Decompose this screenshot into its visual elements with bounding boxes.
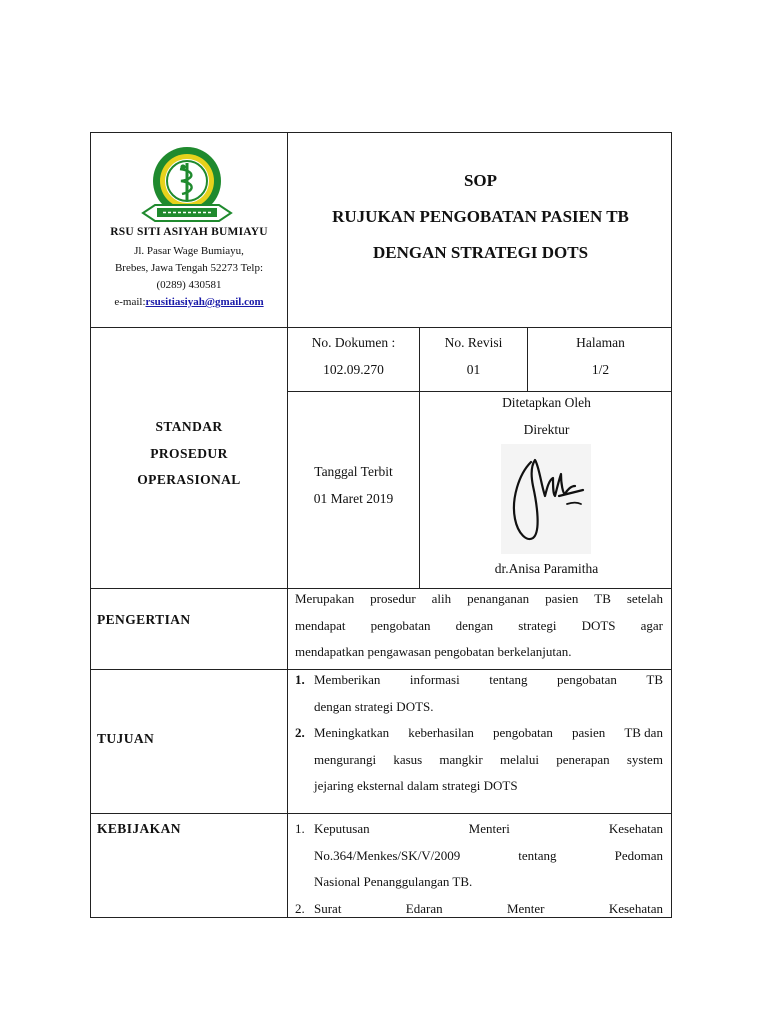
word: DOTS	[581, 617, 616, 633]
handwritten-signature-icon	[501, 444, 591, 554]
word: Menter	[506, 900, 545, 916]
word: Edaran	[405, 900, 443, 916]
word: agar	[640, 617, 663, 633]
page-label: Halaman	[576, 335, 625, 350]
word: tentang	[489, 672, 528, 687]
title-line-3: DENGAN STRATEGI DOTS	[372, 243, 589, 262]
issue-date-value: 01 Maret 2019	[313, 491, 394, 506]
email-link[interactable]: rsusitiasiyah@gmail.com	[145, 296, 264, 308]
doc-number-value: 102.09.270	[323, 362, 384, 377]
address-line-3: (0289) 430581	[156, 279, 222, 291]
document-title	[288, 163, 672, 271]
pengertian-text	[295, 586, 663, 666]
doc-number-cell	[288, 328, 419, 383]
word: TB	[646, 672, 663, 687]
left-title-line-1: STANDAR	[155, 419, 223, 434]
word: informasi	[409, 672, 460, 687]
word: dengan	[455, 617, 494, 633]
word: Memberikan	[314, 672, 381, 687]
issue-date-cell	[288, 458, 419, 512]
address-line-2: Brebes, Jawa Tengah 52273 Telp:	[114, 262, 264, 274]
tujuan-item-2-line-2	[314, 747, 663, 774]
page-cell	[528, 328, 672, 383]
pengertian-line-1	[295, 586, 663, 613]
tujuan-item-1-line-1	[314, 667, 663, 694]
divider-kebijakan-top	[91, 813, 672, 814]
approved-by-label: Ditetapkan Oleh	[502, 395, 591, 410]
word: setelah	[626, 591, 663, 606]
word: keberhasilan	[408, 725, 474, 740]
word: kasus	[393, 751, 423, 767]
revision-cell	[420, 328, 527, 383]
tujuan-item-2-line-3: jejaring eksternal dalam strategi DOTS	[314, 778, 518, 793]
word: strategi	[518, 617, 557, 633]
kebijakan-item-1	[295, 816, 663, 896]
tujuan-item-2-number: 2.	[295, 725, 305, 740]
word: pengobatan	[492, 725, 553, 740]
hospital-info-cell	[91, 133, 287, 327]
kebijakan-item-2	[295, 896, 663, 919]
revision-value: 01	[466, 362, 481, 377]
word: prosedur	[370, 591, 416, 606]
word: TB dan	[624, 725, 663, 740]
tujuan-item-2-line-1	[314, 720, 663, 747]
approver-name: dr.Anisa Paramitha	[494, 561, 599, 576]
word: alih	[431, 591, 452, 606]
pengertian-line-3: mendapatkan pengawasan pengobatan berkelanjutan.	[295, 644, 572, 659]
tujuan-list	[295, 667, 663, 800]
revision-label: No. Revisi	[444, 335, 503, 350]
issue-date-label: Tanggal Terbit	[314, 464, 393, 479]
word: pasien	[545, 591, 579, 606]
word: pengobatan	[556, 672, 617, 687]
word: melalui	[499, 751, 539, 767]
word: No.364/Menkes/SK/V/2009	[314, 847, 461, 863]
word: Kesehatan	[608, 821, 663, 836]
kebijakan-item-2-number: 2.	[295, 900, 305, 916]
word: system	[626, 751, 663, 767]
kebijakan-item-1-number: 1.	[295, 821, 305, 836]
left-title-line-2: PROSEDUR	[150, 445, 228, 461]
pengertian-line-2	[295, 613, 663, 640]
title-line-2: RUJUKAN PENGOBATAN PASIEN TB	[332, 207, 629, 226]
email-label: e-mail:	[114, 296, 146, 308]
tujuan-item-1	[295, 667, 663, 720]
word: pengobatan	[370, 617, 431, 633]
word: Keputusan	[314, 821, 370, 836]
word: penanganan	[467, 591, 530, 606]
hospital-seal-logo-icon	[137, 143, 237, 227]
address-line-1: Jl. Pasar Wage Bumiayu,	[134, 245, 244, 257]
word: Menteri	[468, 821, 510, 836]
word: tentang	[518, 847, 557, 863]
word: Pedoman	[614, 847, 663, 863]
title-sop: SOP	[463, 171, 498, 190]
word: Kesehatan	[608, 900, 663, 916]
email-row	[91, 294, 287, 311]
pengertian-label: PENGERTIAN	[97, 612, 191, 627]
approval-cell	[420, 392, 672, 588]
sop-document-table	[90, 132, 672, 918]
word: TB	[594, 591, 611, 606]
tujuan-item-2	[295, 720, 663, 800]
word: Meningkatkan	[314, 725, 390, 740]
tujuan-label: TUJUAN	[97, 731, 155, 746]
word: mendapat	[295, 617, 346, 633]
hospital-address	[91, 243, 287, 311]
kebijakan-item-2-line-1	[314, 896, 663, 919]
kebijakan-item-1-line-2	[314, 843, 663, 870]
approved-role: Direktur	[523, 422, 570, 437]
word: Merupakan	[295, 591, 355, 606]
standar-prosedur-title	[91, 414, 287, 494]
word: penerapan	[556, 751, 610, 767]
hospital-name: RSU SITI ASIYAH BUMIAYU	[110, 226, 268, 238]
word: Surat	[314, 900, 342, 916]
kebijakan-label: KEBIJAKAN	[97, 821, 181, 836]
word: mangkir	[439, 751, 483, 767]
word: mengurangi	[314, 751, 377, 767]
tujuan-item-1-line-2: dengan strategi DOTS.	[314, 698, 434, 714]
word: pasien	[572, 725, 606, 740]
left-title-line-3: OPERASIONAL	[137, 472, 241, 487]
kebijakan-list	[295, 816, 663, 918]
page-value: 1/2	[591, 362, 610, 377]
doc-number-label: No. Dokumen :	[311, 335, 396, 350]
tujuan-item-1-number: 1.	[295, 672, 305, 687]
kebijakan-item-1-line-3: Nasional Penanggulangan TB.	[314, 874, 473, 889]
kebijakan-item-1-line-1	[314, 816, 663, 843]
